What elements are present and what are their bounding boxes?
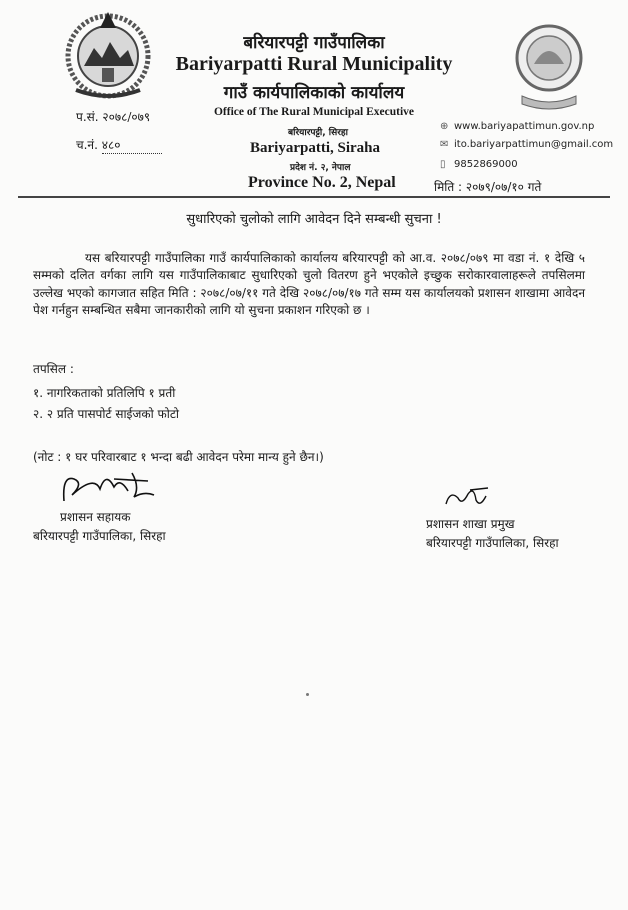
- municipality-title-english: Bariyarpatti Rural Municipality: [175, 53, 453, 75]
- list-item: १. नागरिकताको प्रतिलिपि १ प्रती: [33, 386, 176, 400]
- page-dot: [306, 693, 309, 696]
- cn-value: ४८०: [102, 136, 162, 154]
- note: (नोट : १ घर परिवारबाट १ भन्दा बढी आवेदन परेमा मान्य हुने छैन।): [33, 450, 324, 464]
- website: www.bariyapattimun.gov.np: [454, 121, 595, 132]
- phone-icon: ▯: [440, 159, 446, 170]
- office-title-english: Office of The Rural Municipal Executive: [213, 106, 415, 118]
- signature-2-org: बरियारपट्टी गाउँपालिका, सिरहा: [426, 536, 559, 550]
- municipality-title-nepali: बरियारपट्टी गाउँपालिका: [243, 33, 385, 53]
- email: ito.bariyarpattimun@gmail.com: [454, 139, 614, 150]
- stamp-text: बरियारपट्टी, सिरहा: [288, 128, 348, 138]
- signature-1: [44, 465, 170, 510]
- phone: 9852869000: [454, 159, 518, 170]
- body-text: यस बरियारपट्टी गाउँपालिका गाउँ कार्यपालिकाको कार्यालय बरियारपट्टी को आ.व. २०७८/०७९ मा वडा नं. १ देखि ५ सम्मको दलित वर्गका लागि यस गाउँपालिकाबाट सुधारिएको चुलो वितरण हुने भएकोले इच्छुक सरोकारवालाहरूले तपसिलमा उल्लेख भएको कागजात सहित मिति : २०७८/०७/११ गते देखि २०७८/०७/१७ गते सम्म यस कार्यालयको प्रशासन शाखामा आवेदन पेश गर्नहुन सम्बन्धित सबैमा जानकारीको लागि यो सुचना प्रकाशन गरिएको छ ।: [33, 251, 585, 318]
- date-line: मिति : २०७९/०७/१० गते: [434, 180, 542, 194]
- website-line: [440, 121, 594, 132]
- reference-cn: [76, 136, 162, 154]
- globe-icon: ⊕: [440, 121, 449, 132]
- province: Province No. 2, Nepal: [248, 174, 396, 191]
- email-line: [440, 139, 613, 150]
- address-english: Bariyarpatti, Siraha: [250, 140, 380, 156]
- signature-1-title: प्रशासन सहायक: [60, 510, 131, 524]
- list-item: २. २ प्रति पासपोर्ट साईजको फोटो: [33, 407, 180, 421]
- list-title: तपसिल :: [33, 362, 74, 376]
- subject: सुधारिएको चुलोको लागि आवेदन दिने सम्बन्धी सुचना !: [186, 212, 442, 227]
- reference-ps: [76, 108, 150, 125]
- signature-2-title: प्रशासन शाखा प्रमुख: [426, 517, 515, 531]
- cn-label: च.नं.: [76, 138, 98, 152]
- signature-2: [440, 482, 496, 512]
- address-nepali: प्रदेश नं. २, नेपाल: [290, 163, 351, 173]
- phone-line: [440, 159, 518, 170]
- ps-label: प.सं.: [76, 110, 99, 124]
- header-divider: [18, 196, 610, 198]
- office-title-nepali: गाउँ कार्यपालिकाको कार्यालय: [223, 83, 405, 103]
- signature-1-org: बरियारपट्टी गाउँपालिका, सिरहा: [33, 529, 166, 543]
- mail-icon: ✉: [440, 139, 449, 150]
- ps-value: २०७८/०७९: [102, 110, 151, 124]
